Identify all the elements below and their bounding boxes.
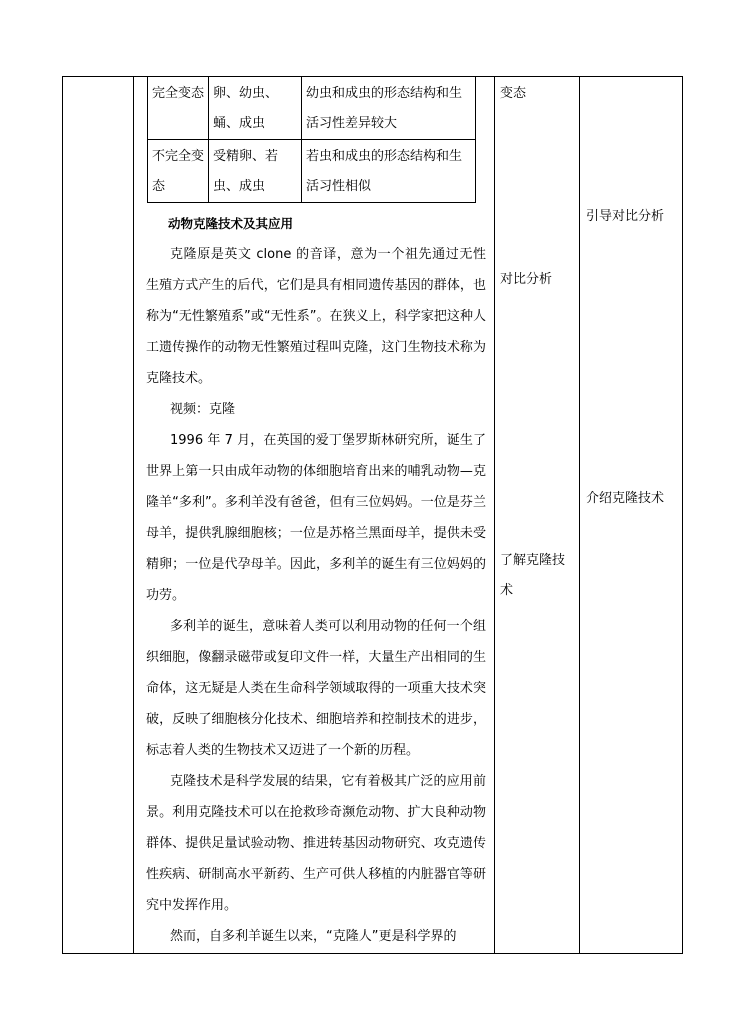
dolly-paragraph: 1996 年 7 月，在英国的爱丁堡罗斯林研究所，诞生了世界上第一只由成年动物的体细胞培育出来的哺乳动物—克隆羊“多利”。多利羊没有爸爸，但有三位妈妈。一位是芬兰母羊，提供乳腺细胞核；一位是苏格兰黑面母羊，提供未受精卵；一位是代孕母羊。因此，多利羊的诞生有三位妈妈的功劳。	[146, 433, 486, 603]
table-bottom-border	[62, 953, 683, 954]
table-left-border	[62, 76, 63, 953]
table-row	[148, 77, 476, 140]
human-clone-paragraph: 然而，自多利羊诞生以来，“克隆人”更是科学界的	[170, 929, 457, 944]
type-cell: 完全变态	[148, 77, 209, 140]
student-activity-1: 变态	[500, 86, 527, 101]
student-activity-2: 对比分析	[500, 272, 553, 287]
table-right-border	[682, 76, 683, 953]
student-activity-3: 了解克隆技术	[500, 553, 566, 598]
feature-cell: 幼虫和成虫的形态结构和生活习性差异较大	[302, 77, 476, 140]
feature-cell: 若虫和成虫的形态结构和生活习性相似	[302, 140, 476, 203]
design-intent-1: 引导对比分析	[586, 209, 665, 224]
stages-cell: 受精卵、若虫、成虫	[209, 140, 302, 203]
table-row	[148, 140, 476, 203]
metamorphosis-comparison-table	[147, 76, 476, 203]
column-divider-1	[133, 76, 134, 953]
design-intent-2: 介绍克隆技术	[586, 491, 665, 506]
stages-cell: 卵、幼虫、蛹、成虫	[209, 77, 302, 140]
teaching-content	[146, 208, 486, 952]
application-paragraph: 克隆技术是科学发展的结果，它有着极其广泛的应用前景。利用克隆技术可以在抢救珍奇濒危动物、扩大良种动物群体、提供足量试验动物、推进转基因动物研究、攻克遗传性疾病、研制高水平新药、生产可供人移植的内脏器官等研究中发挥作用。	[146, 774, 486, 913]
clone-definition-paragraph: 克隆原是英文 clone 的音译，意为一个祖先通过无性生殖方式产生的后代，它们是具有相同遗传基因的群体，也称为“无性繁殖系”或“无性系”。在狭义上，科学家把这种人工遗传操作的动物无性繁殖过程叫克隆，这门生物技术称为克隆技术。	[146, 247, 486, 386]
column-divider-2	[494, 76, 495, 953]
significance-paragraph: 多利羊的诞生，意味着人类可以利用动物的任何一个组织细胞，像翻录磁带或复印文件一样，大量生产出相同的生命体，这无疑是人类在生命科学领域取得的一项重大技术突破，反映了细胞核分化技术、细胞培养和控制技术的进步，标志着人类的生物技术又迈进了一个新的历程。	[146, 619, 486, 758]
video-label: 视频：克隆	[170, 402, 236, 417]
column-divider-3	[579, 76, 580, 953]
section-heading: 动物克隆技术及其应用	[168, 216, 294, 231]
type-cell: 不完全变态	[148, 140, 209, 203]
